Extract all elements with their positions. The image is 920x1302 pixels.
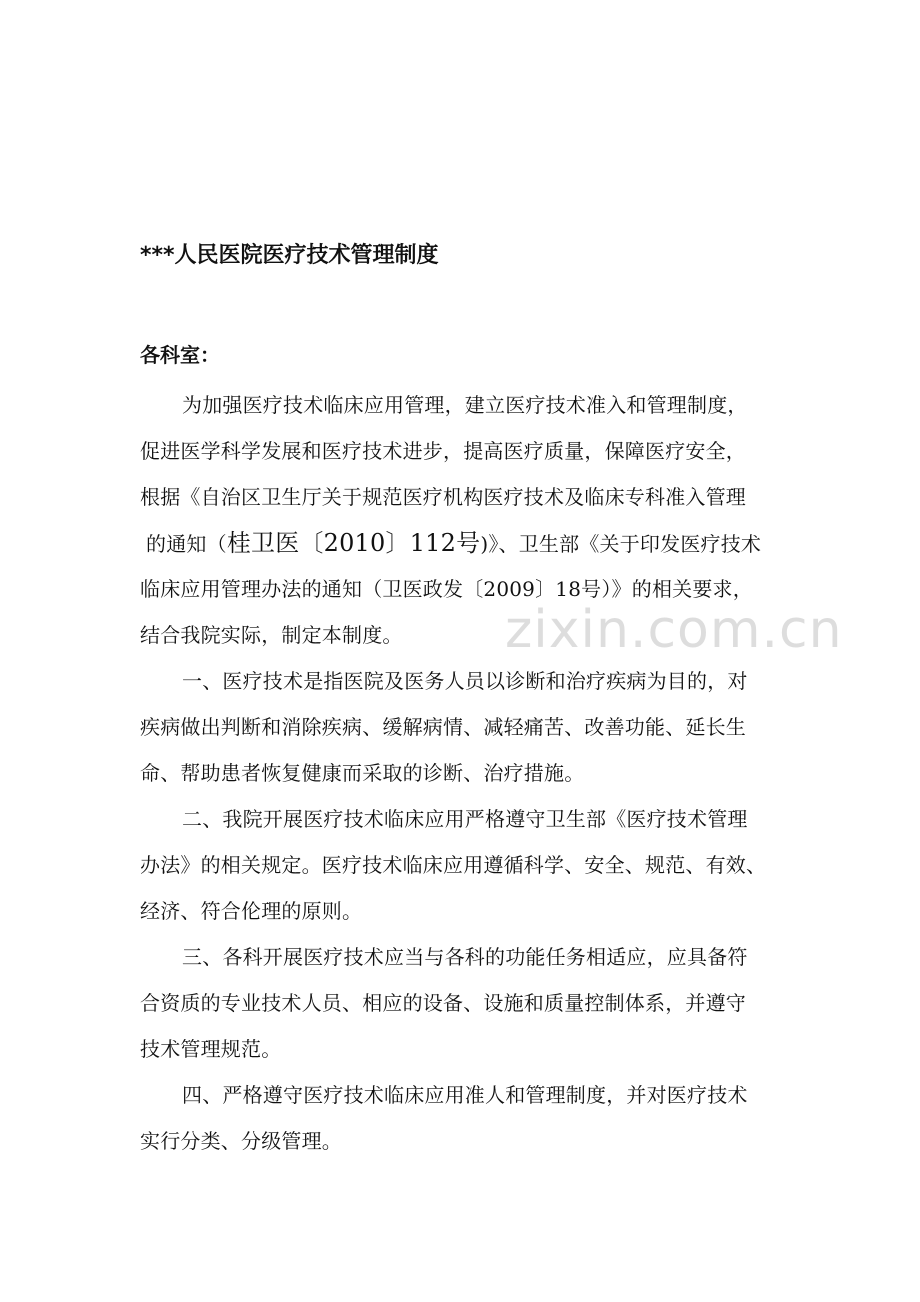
salutation: 各科室： xyxy=(140,343,220,367)
paragraph-1-line-5: 临床应用管理办法的通知（卫医政发〔2009〕18号）》的相关要求， xyxy=(140,577,753,601)
paragraph-5-line-1: 四、严格遵守医疗技术临床应用准人和管理制度，并对医疗技术 xyxy=(182,1083,748,1107)
paragraph-3-line-3: 经济、符合伦理的原则。 xyxy=(140,899,363,923)
paragraph-2-line-3: 命、帮助患者恢复健康而采取的诊断、治疗措施。 xyxy=(140,761,585,785)
paragraph-5-line-2: 实行分类、分级管理。 xyxy=(140,1129,342,1153)
watermark: zixin.com.cn xyxy=(505,600,843,660)
paragraph-1-line-2: 促进医学科学发展和医疗技术进步，提高医疗质量，保障医疗安全， xyxy=(140,439,746,463)
paragraph-1-line-4-post: )》、卫生部《关于印发医疗技术 xyxy=(480,532,762,556)
paragraph-4-line-3: 技术管理规范。 xyxy=(140,1037,282,1061)
paragraph-4-line-1: 三、各科开展医疗技术应当与各科的功能任务相适应，应具备符 xyxy=(182,945,748,969)
paragraph-3-line-2: 办法》的相关规定。医疗技术临床应用遵循科学、安全、规范、有效、 xyxy=(140,853,767,877)
paragraph-1-line-1: 为加强医疗技术临床应用管理，建立医疗技术准入和管理制度， xyxy=(182,393,748,417)
document-title: ***人民医院医疗技术管理制度 xyxy=(140,243,439,268)
paragraph-2-line-1: 一、医疗技术是指医院及医务人员以诊断和治疗疾病为目的，对 xyxy=(182,669,748,693)
paragraph-1-line-4 xyxy=(140,520,790,566)
paragraph-2-line-2: 疾病做出判断和消除疾病、缓解病情、减轻痛苦、改善功能、延长生 xyxy=(140,715,746,739)
paragraph-1-line-6: 结合我院实际，制定本制度。 xyxy=(140,623,403,647)
paragraph-1-line-4-pre: 的通知（ xyxy=(146,532,227,556)
paragraph-1-line-3: 根据《自治区卫生厅关于规范医疗机构医疗技术及临床专科准入管理 xyxy=(140,485,746,509)
paragraph-1-line-4-document-number: 桂卫医〔2010〕112号 xyxy=(226,529,481,557)
document-body xyxy=(140,382,790,1164)
paragraph-4-line-2: 合资质的专业技术人员、相应的设备、设施和质量控制体系，并遵守 xyxy=(140,991,746,1015)
paragraph-3-line-1: 二、我院开展医疗技术临床应用严格遵守卫生部《医疗技术管理 xyxy=(182,807,748,831)
